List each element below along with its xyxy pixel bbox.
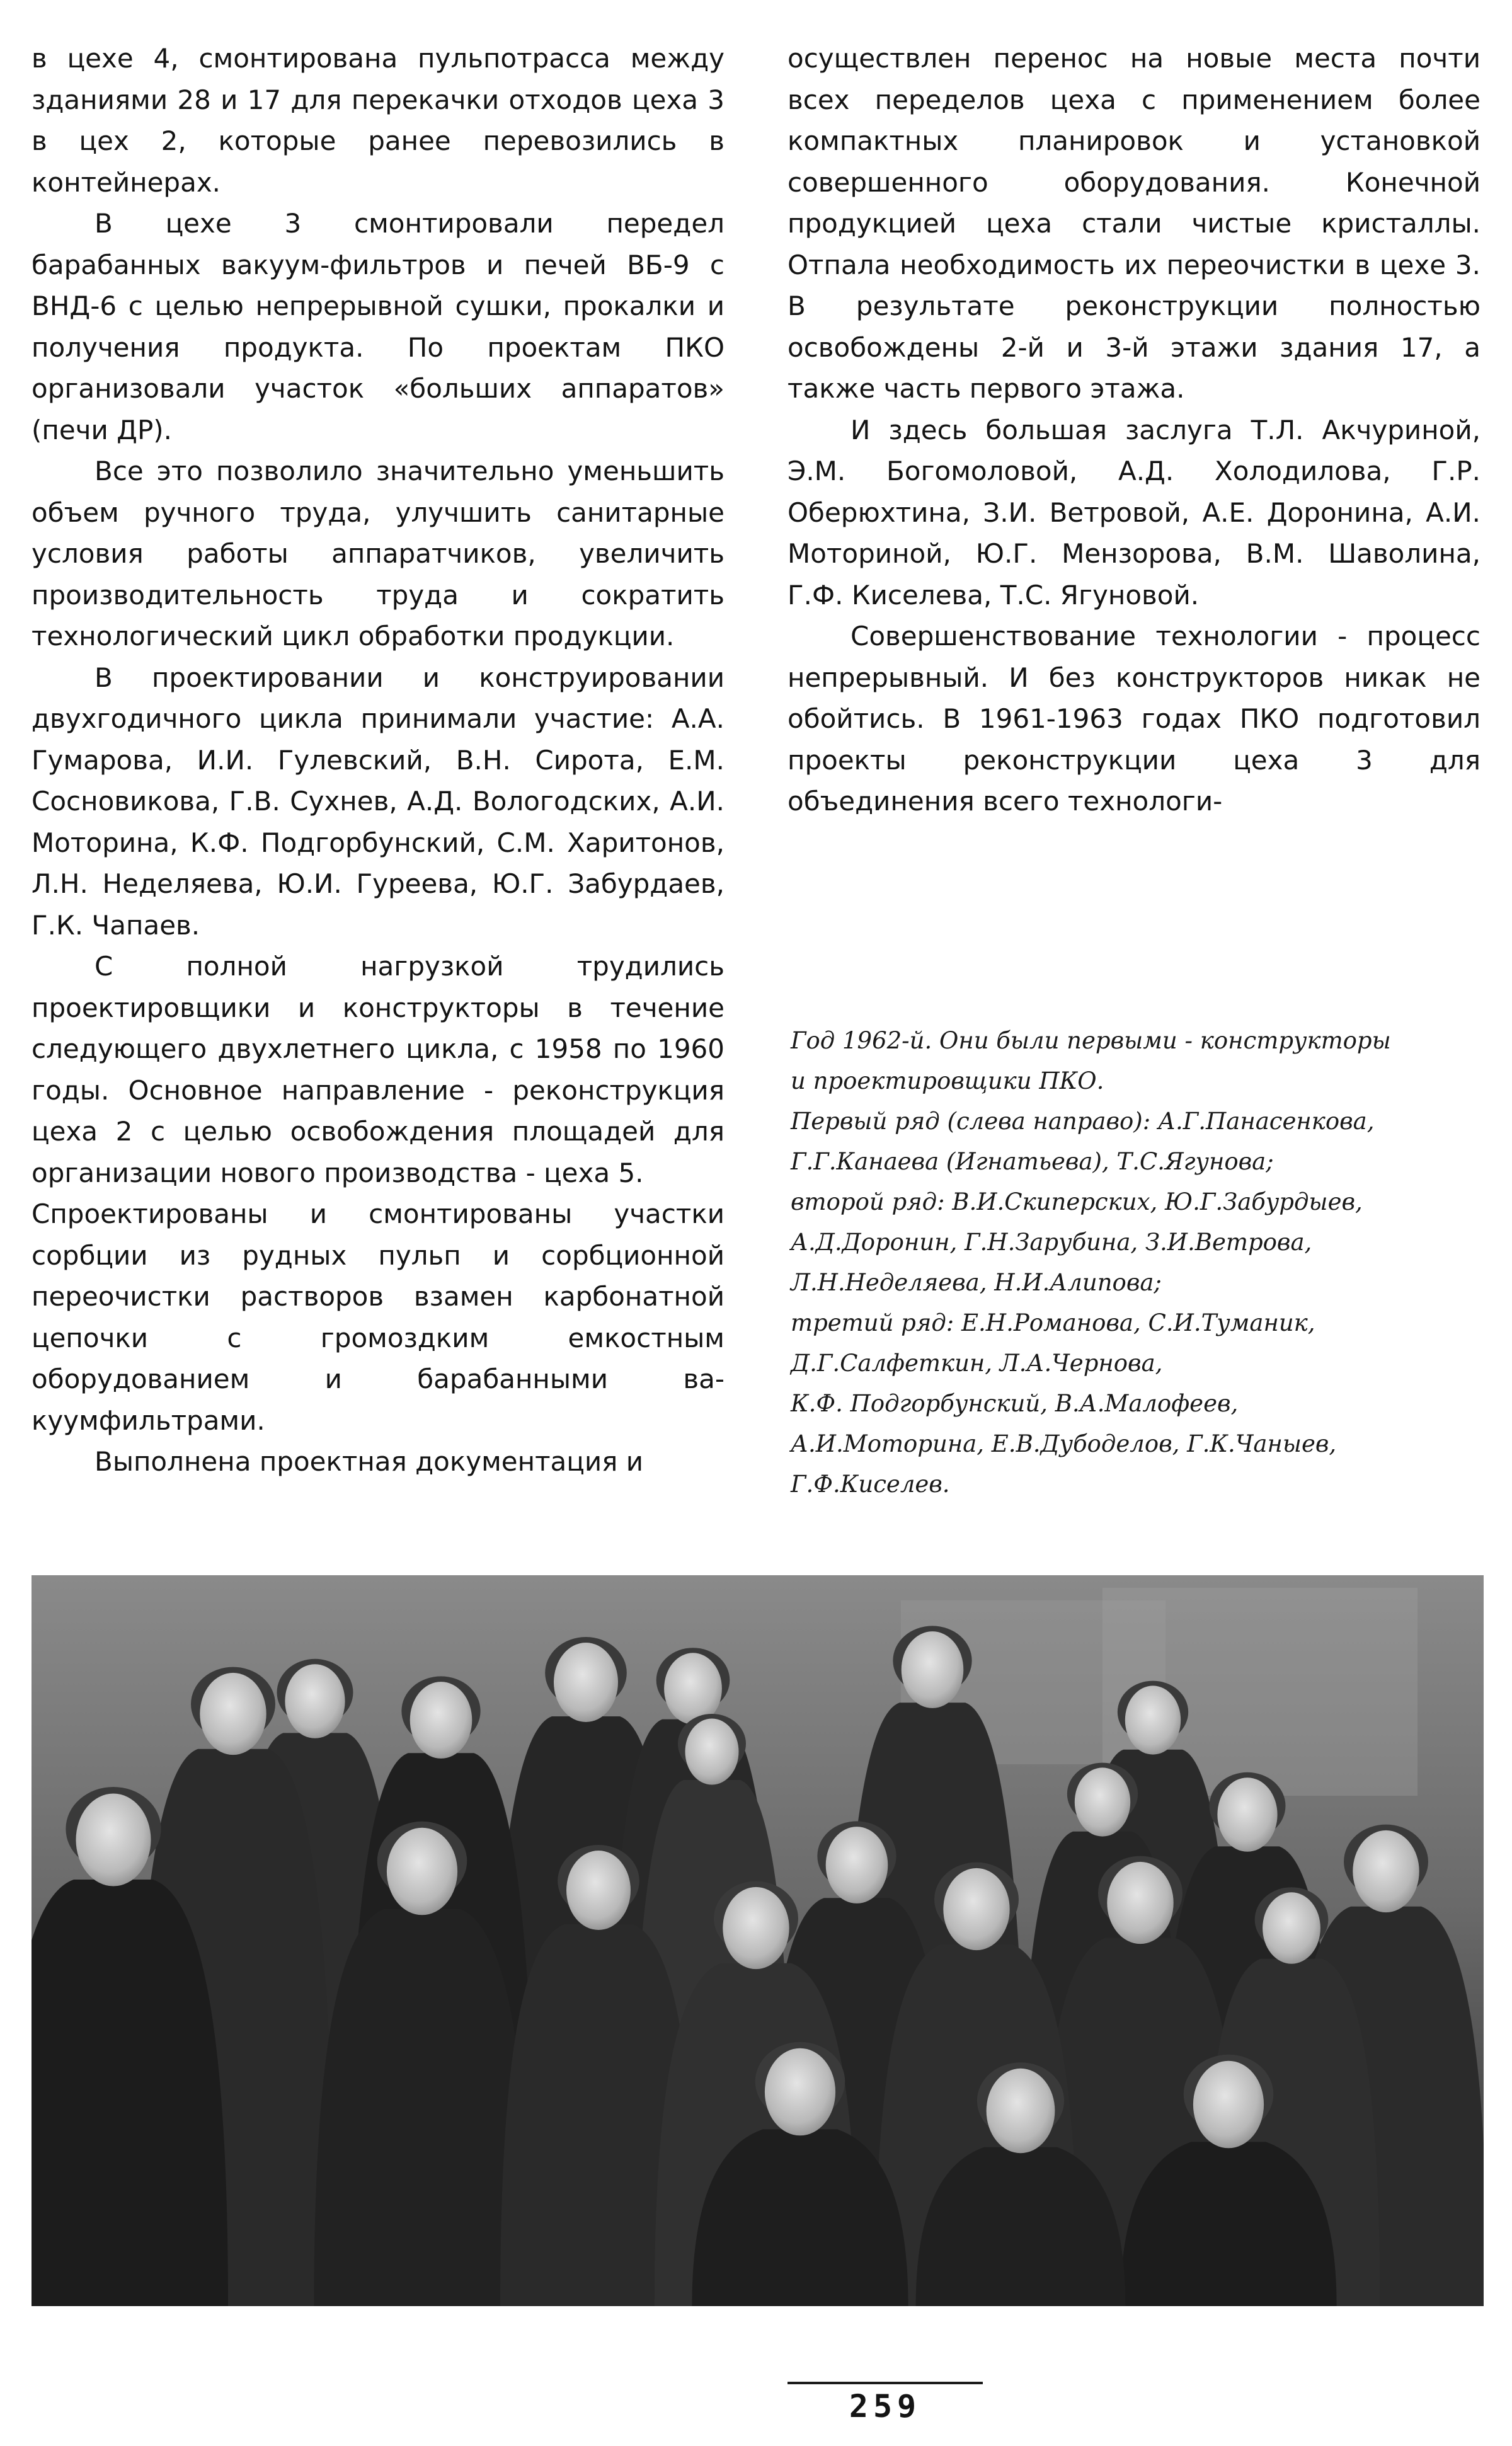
right-text-column bbox=[788, 38, 1480, 822]
caption-line: Г.Ф.Киселев. bbox=[791, 1471, 950, 1498]
caption-line: А.И.Моторина, Е.В.Дубоделов, Г.К.Чаныев, bbox=[791, 1430, 1337, 1457]
paragraph: Совершенствование технологии - процесс непрерывный. И без конструкторов никак не обойтись. В 1961-1963 годах ПКО подготовил проекты реконструкции цеха 3 для объединения всего технологи- bbox=[788, 621, 1480, 817]
person-face bbox=[664, 1653, 722, 1724]
person-face bbox=[685, 1719, 739, 1785]
person-face bbox=[1217, 1777, 1277, 1852]
paragraph: Все это позволило значительно уменьшить объем ручного труда, улучшить санитарные условия работы аппаратчиков, увеличить производительность труда и сократить технологический цикл обработки продукции. bbox=[32, 456, 724, 652]
paragraph: В цехе 3 смонтировали передел барабанных вакуум-фильтров и печей ВБ-9 с ВНД-6 с целью непрерывной сушки, прокалки и получения продукта. По проектам ПКО организовали участок «больших аппаратов» (печи ДР). bbox=[32, 208, 724, 445]
page-number-rule bbox=[788, 2382, 983, 2384]
paragraph: И здесь большая заслуга Т.Л. Акчуриной, Э.М. Богомоловой, А.Д. Холодилова, Г.Р. Оберюхтина, З.И. Ветровой, А.Е. Доронина, А.И. Моториной, Ю.Г. Мензорова, В.М. Шаволина, Г.Ф. Киселева, Т.С. Ягуновой. bbox=[788, 414, 1480, 611]
caption-line: Д.Г.Салфеткин, Л.А.Чернова, bbox=[791, 1350, 1163, 1377]
paragraph: осуществлен перенос на новые места почти всех переделов цеха с применением более компактных планировок и установкой совершенного оборудования. Конечной продукцией цеха стали чистые кристаллы. Отпала необходимость их переочистки в цехе 3. В результате реконструкции полностью освобождены 2-й и 3-й этажи здания 17, а также часть первого этажа. bbox=[788, 43, 1480, 404]
left-text-column bbox=[32, 38, 724, 1483]
person-face bbox=[1125, 1685, 1181, 1754]
person-face bbox=[566, 1851, 631, 1930]
person-face bbox=[200, 1673, 266, 1755]
person-face bbox=[410, 1682, 472, 1759]
paragraph: Выполнена проектная документация и bbox=[94, 1446, 644, 1477]
person-face bbox=[765, 2048, 835, 2136]
caption-line: Первый ряд (слева направо): А.Г.Панасенкова, bbox=[791, 1108, 1375, 1135]
person-face bbox=[387, 1828, 457, 1915]
person-face bbox=[1107, 1862, 1173, 1944]
person-face bbox=[1263, 1892, 1320, 1963]
person-face bbox=[1193, 2061, 1264, 2149]
page-number: 259 bbox=[849, 2388, 922, 2425]
caption-line: Г.Г.Канаева (Игнатьева), Т.С.Ягунова; bbox=[791, 1148, 1274, 1175]
person-face bbox=[285, 1664, 345, 1738]
person-face bbox=[1353, 1830, 1419, 1912]
person-face bbox=[943, 1868, 1009, 1950]
paragraph: в цехе 4, смонтирована пульпотрасса между зданиями 28 и 17 для перекачки отходов цеха 3 в цех 2, которые ранее перевозились в контейнерах. bbox=[32, 43, 724, 198]
caption-line: второй ряд: В.И.Скиперских, Ю.Г.Забурдыев, bbox=[791, 1188, 1363, 1215]
person-face bbox=[723, 1887, 789, 1969]
paragraph: Спроектированы и смонтированы участки сорбции из рудных пульп и сорбционной переочистки растворов взамен карбонатной цепочки с громоздким емкостным оборудованием и барабанными ва-куумфильтрами. bbox=[32, 1198, 724, 1436]
caption-line: К.Ф. Подгорбунский, В.А.Малофеев, bbox=[791, 1390, 1239, 1417]
caption-line: А.Д.Доронин, Г.Н.Зарубина, З.И.Ветрова, bbox=[791, 1229, 1312, 1256]
paragraph: С полной нагрузкой трудились проектировщики и конструкторы в течение следующего двухлетнего цикла, с 1958 по 1960 годы. Основное направление - реконструкция цеха 2 с целью освобождения площадей для организации нового производства - цеха 5. bbox=[32, 951, 724, 1188]
group-photo-icon bbox=[32, 1575, 1484, 2306]
caption-line: Л.Н.Неделяева, Н.И.Алипова; bbox=[791, 1269, 1162, 1296]
person-face bbox=[76, 1794, 151, 1886]
person-body bbox=[314, 1909, 530, 2306]
caption-line: третий ряд: Е.Н.Романова, С.И.Туманик, bbox=[791, 1309, 1315, 1336]
paragraph: В проектировании и конструировании двухгодичного цикла принимали участие: А.А. Гумарова, И.И. Гулевский, В.Н. Сирота, Е.М. Сосновикова, Г.В. Сухнев, А.Д. Вологодских, А.И. Моторина, К.Ф. Подгорбунский, С.М. Харитонов, Л.Н. Неделяева, Ю.И. Гуреева, Ю.Г. Забурдаев, Г.К. Чапаев. bbox=[32, 662, 724, 941]
person-face bbox=[987, 2069, 1055, 2153]
group-photo bbox=[32, 1575, 1484, 2306]
photo-caption bbox=[791, 1021, 1490, 1505]
person-face bbox=[902, 1631, 964, 1708]
person-face bbox=[554, 1643, 618, 1722]
person-face bbox=[826, 1827, 888, 1903]
person-face bbox=[1075, 1767, 1130, 1836]
caption-line: и проектировщики ПКО. bbox=[791, 1067, 1104, 1094]
caption-line: Год 1962-й. Они были первыми - конструкторы bbox=[791, 1027, 1391, 1054]
